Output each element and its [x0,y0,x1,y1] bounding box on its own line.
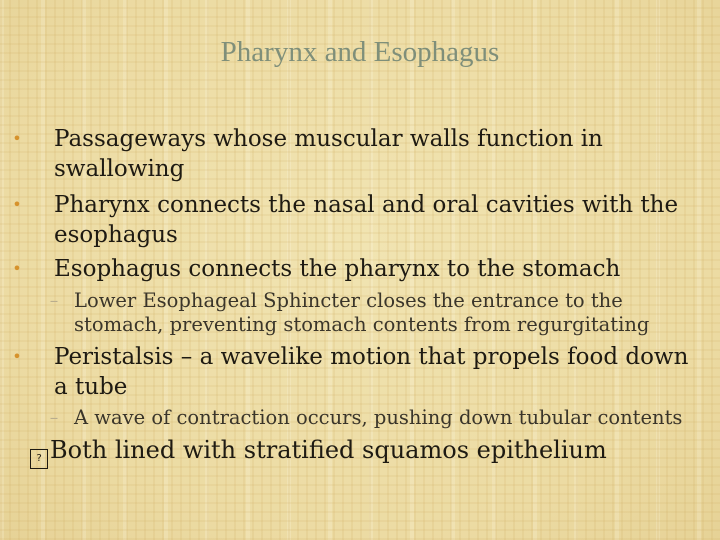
bullet-text: Passageways whose muscular walls function in swallowing [54,126,603,182]
bullet-dot-icon: • [12,129,22,148]
bullet-text: Esophagus connects the pharynx to the stomach [54,256,621,282]
bullet-text: Pharynx connects the nasal and oral cavities with the esophagus [54,192,679,248]
slide-title: Pharynx and Esophagus [220,36,500,68]
sub-bullet-item [49,406,694,430]
final-line [30,434,607,469]
bullet-dot-icon: • [12,259,22,278]
bullet-dot-icon: • [12,195,22,214]
bullet-item [12,342,704,402]
dash-icon: – [49,291,59,311]
bullet-item [12,190,704,250]
sub-bullet-item [49,289,694,337]
bullet-item [12,124,704,184]
final-line-text: Both lined with stratified squamos epithelium [50,436,607,464]
sub-bullet-text: Lower Esophageal Sphincter closes the entrance to the stomach, preventing stomach contents from regurgitating [74,289,650,336]
bullet-text: Peristalsis – a wavelike motion that propels food down a tube [54,344,689,400]
bullet-item [12,254,704,284]
bullet-dot-icon: • [12,347,22,366]
missing-glyph-icon: ? [30,449,48,469]
sub-bullet-text: A wave of contraction occurs, pushing down tubular contents [74,406,683,429]
dash-icon: – [49,408,59,428]
